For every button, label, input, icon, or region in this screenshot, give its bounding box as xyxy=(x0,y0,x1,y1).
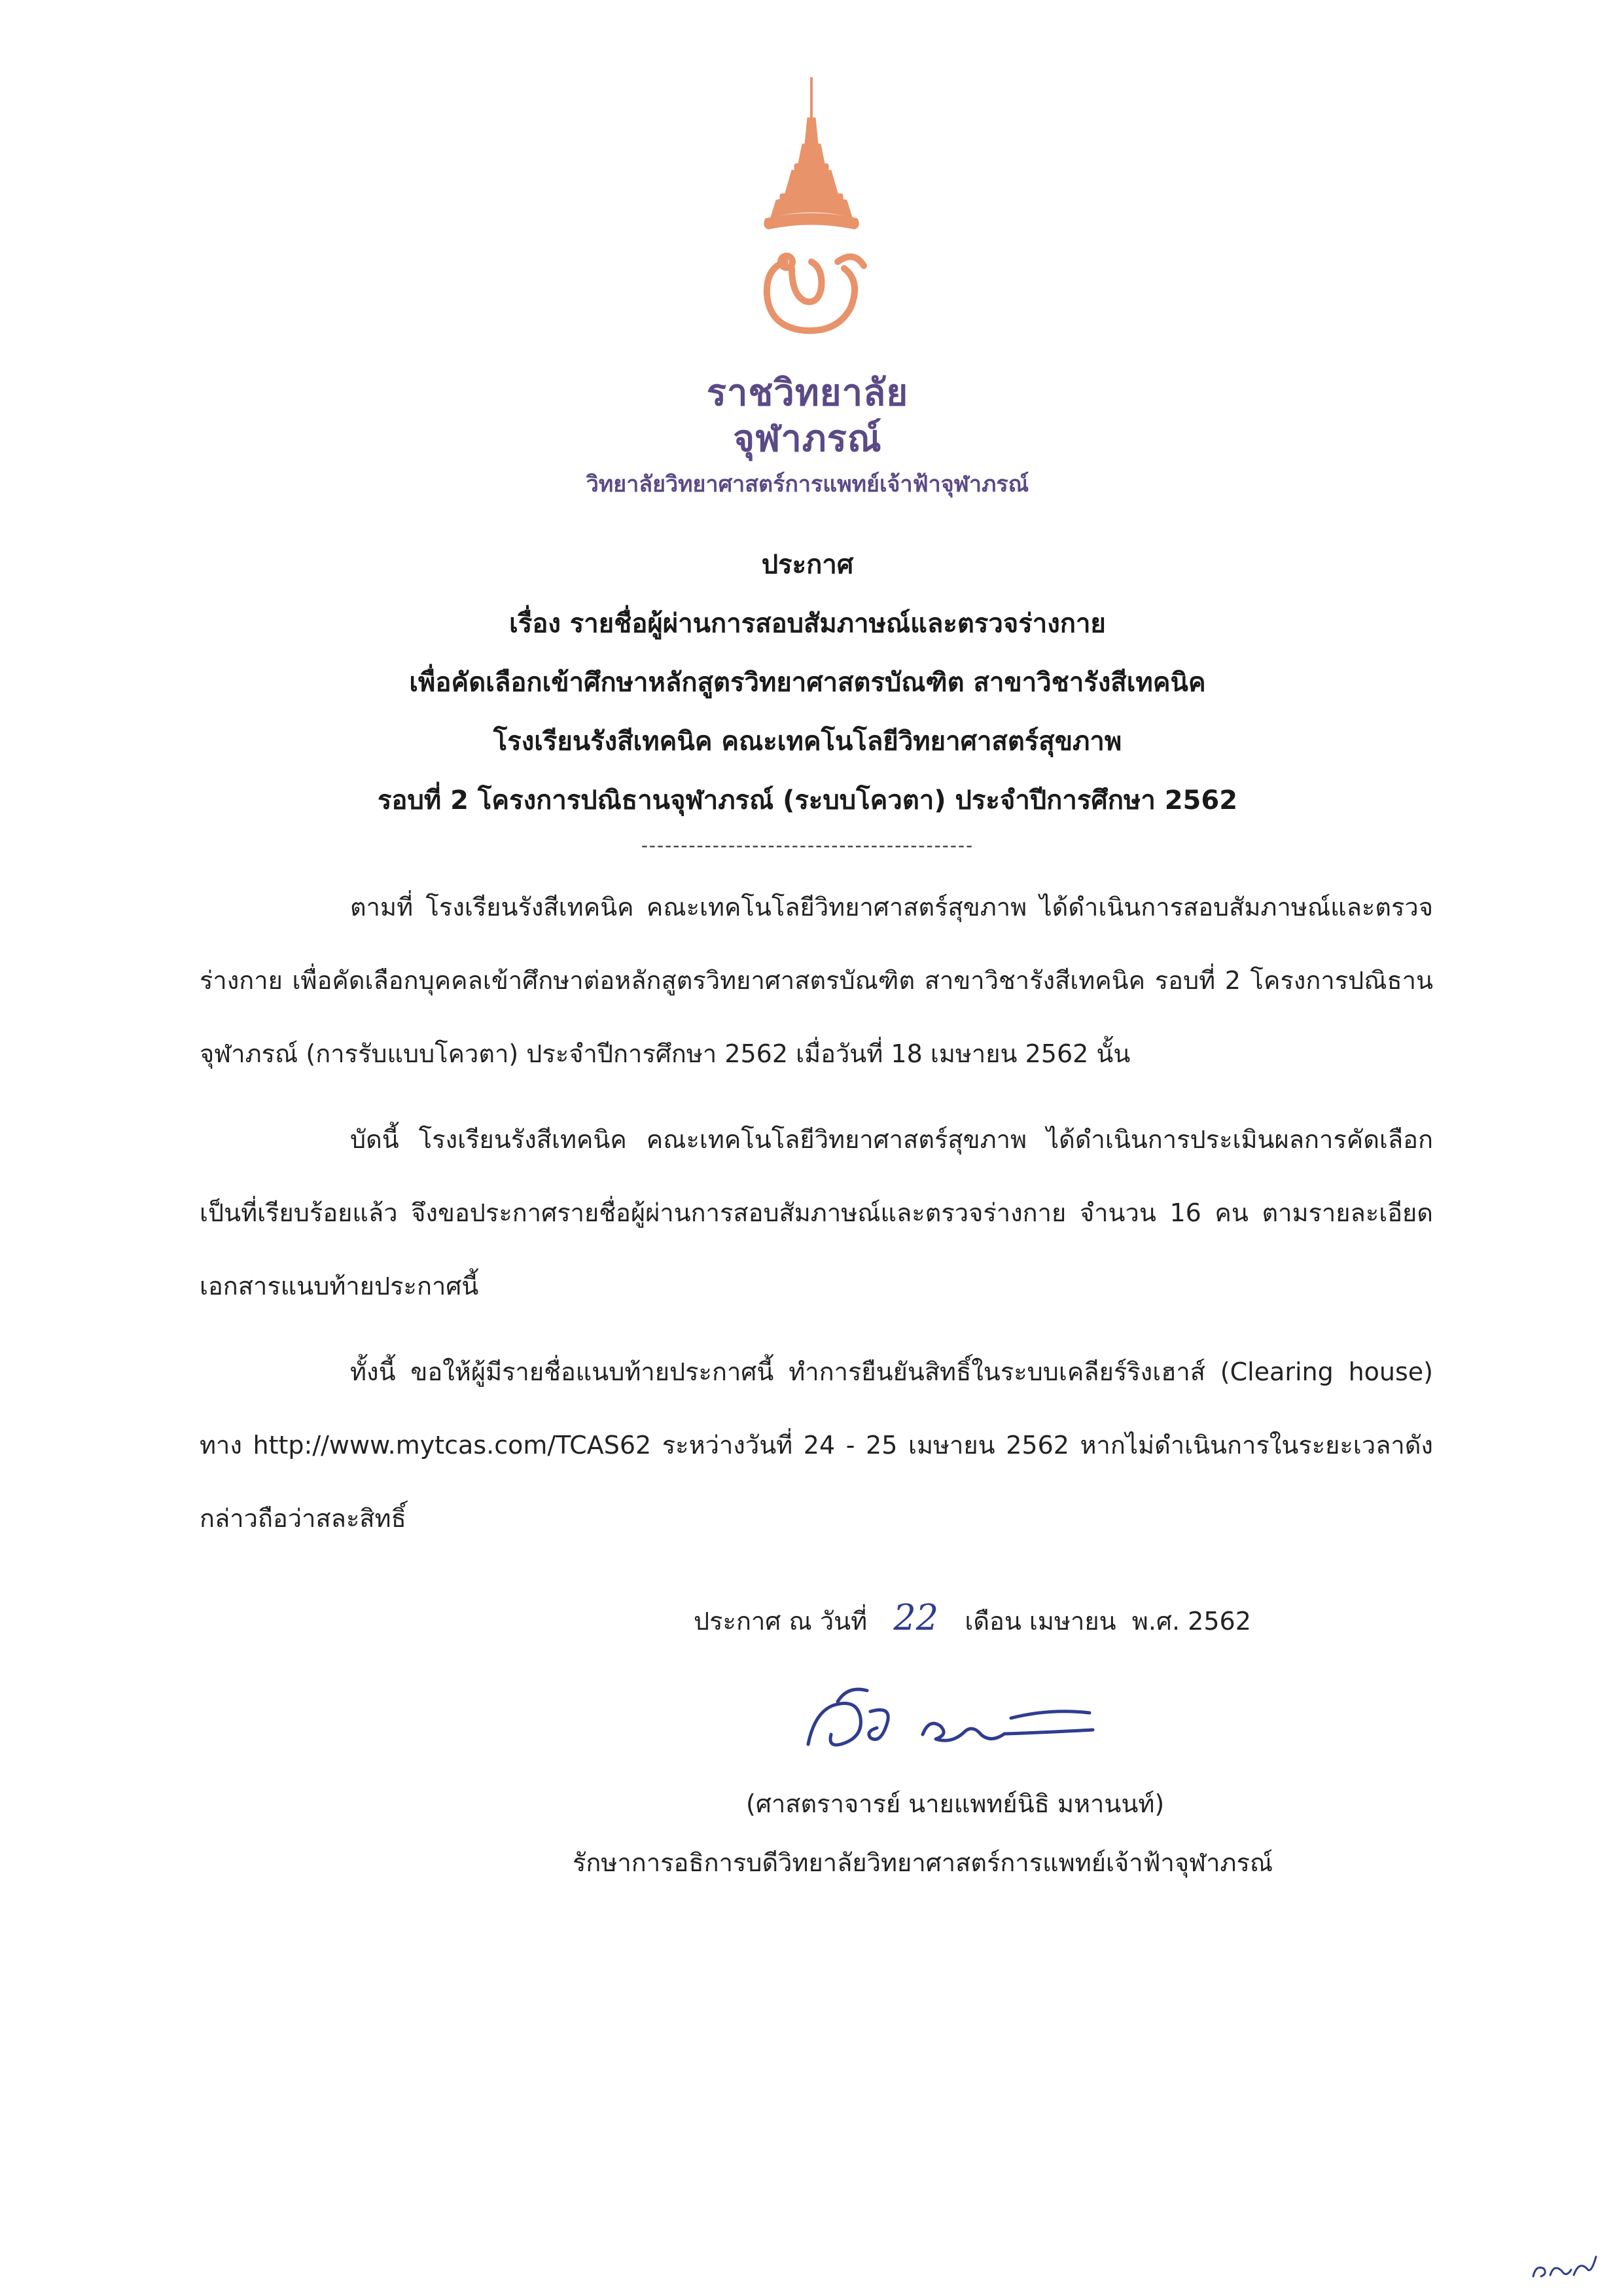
announcement-subject: เรื่อง รายชื่อผู้ผ่านการสอบสัมภาษณ์และตรวจร่างกาย xyxy=(509,609,1106,639)
body-paragraph-1: ตามที่ โรงเรียนรังสีเทคนิค คณะเทคโนโลยีวิทยาศาสตร์สุขภาพ ได้ดำเนินการสอบสัมภาษณ์และตรวจร่างกาย เพื่อคัดเลือกบุคคลเข้าศึกษาต่อหลักสูตรวิทยาศาสตรบัณฑิต สาขาวิชารังสีเทคนิค รอบที่ 2 โครงการปณิธานจุฬาภรณ์ (การรับแบบโควตา) ประจำปีการศึกษา 2562 เมื่อวันที่ 18 เมษายน 2562 นั้น xyxy=(200,893,1433,1068)
brand-name-line-1: ราชวิทยาลัย xyxy=(706,372,909,414)
date-prefix: ประกาศ ณ วันที่ xyxy=(694,1607,868,1636)
institution-subtitle: วิทยาลัยวิทยาศาสตร์การแพทย์เจ้าฟ้าจุฬาภรณ์ xyxy=(586,471,1029,497)
handwritten-day: 22 xyxy=(893,1597,939,1638)
date-year: พ.ศ. 2562 xyxy=(1131,1607,1251,1636)
announcement-label: ประกาศ xyxy=(761,550,854,580)
heading-separator: ------------------------------------------ xyxy=(641,834,974,856)
signer-title: รักษาการอธิการบดีวิทยาลัยวิทยาศาสตร์การแพทย์เจ้าฟ้าจุฬาภรณ์ xyxy=(573,1848,1273,1877)
brand-name-line-2: จุฬาภรณ์ xyxy=(733,418,882,460)
announcement-school: โรงเรียนรังสีเทคนิค คณะเทคโนโลยีวิทยาศาสตร์สุขภาพ xyxy=(493,726,1122,757)
announcement-date xyxy=(694,1597,1251,1641)
handwritten-initials-icon xyxy=(1528,2251,1600,2284)
royal-crown-emblem-icon xyxy=(739,72,883,353)
announcement-round: รอบที่ 2 โครงการปณิธานจุฬาภรณ์ (ระบบโควตา) ประจำปีการศึกษา 2562 xyxy=(377,785,1238,816)
signature-icon xyxy=(795,1672,1103,1770)
body-paragraph-3: ทั้งนี้ ขอให้ผู้มีรายชื่อแนบท้ายประกาศนี้ ทำการยืนยันสิทธิ์ในระบบเคลียร์ริงเฮาส์ (Clearing house) ทาง http://www.mytcas.com/TCAS62 ระหว่างวันที่ 24 - 25 เมษายน 2562 หากไม่ดำเนินการในระยะเวลาดังกล่าวถือว่าสละสิทธิ์ xyxy=(200,1357,1433,1533)
signer-name: (ศาสตราจารย์ นายแพทย์นิธิ มหานนท์) xyxy=(746,1789,1165,1818)
body-paragraph-2: บัดนี้ โรงเรียนรังสีเทคนิค คณะเทคโนโลยีวิทยาศาสตร์สุขภาพ ได้ดำเนินการประเมินผลการคัดเลือกเป็นที่เรียบร้อยแล้ว จึงขอประกาศรายชื่อผู้ผ่านการสอบสัมภาษณ์และตรวจร่างกาย จำนวน 16 คน ตามรายละเอียดเอกสารแนบท้ายประกาศนี้ xyxy=(200,1125,1433,1300)
date-month: เดือน เมษายน xyxy=(965,1607,1116,1636)
announcement-program: เพื่อคัดเลือกเข้าศึกษาหลักสูตรวิทยาศาสตรบัณฑิต สาขาวิชารังสีเทคนิค xyxy=(409,668,1206,698)
